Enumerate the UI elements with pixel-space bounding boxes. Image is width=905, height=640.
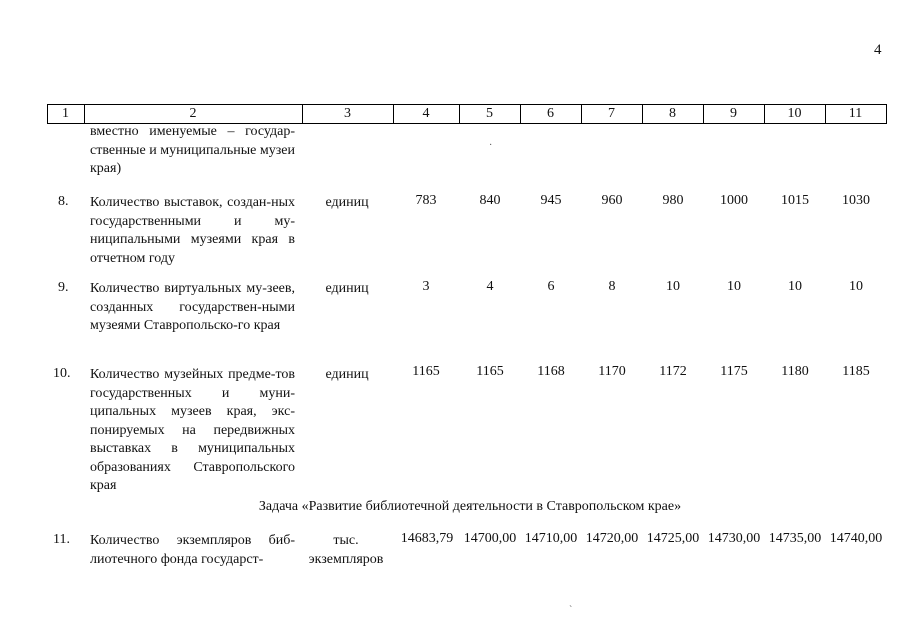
row-value: 14710,00 — [524, 531, 578, 546]
row-value: 1185 — [842, 364, 870, 379]
row-value: 14725,00 — [646, 531, 700, 546]
row-description: Количество виртуальных му-зеев, созданных государствен-ными музеями Ставропольско-го края — [90, 281, 295, 333]
row-value: 1180 — [781, 364, 809, 379]
row-number: 10. — [53, 366, 71, 381]
row-value: 840 — [479, 193, 501, 208]
page-number: 4 — [874, 42, 882, 58]
scan-speck: · — [489, 140, 493, 151]
row-value: 4 — [486, 279, 494, 294]
row-value: 1172 — [659, 364, 687, 379]
header-cell: 4 — [422, 106, 430, 121]
header-cell: 9 — [730, 106, 737, 121]
row-unit: единиц — [325, 367, 369, 382]
row-description-continuation: вместно именуемые – государ-ственные и муниципальные музеи края) — [90, 124, 295, 176]
header-cell: 3 — [344, 106, 351, 121]
row-value: 783 — [415, 193, 437, 208]
row-description: Количество музейных предме-тов государственных и муни-ципальных музеев края, экс-понируемых на передвижных выставках в муниципальных образованиях Ставропольского края — [90, 367, 295, 493]
row-number: 11. — [53, 532, 70, 547]
row-value: 14740,00 — [829, 531, 883, 546]
row-value: 10 — [788, 279, 802, 294]
row-value: 945 — [540, 193, 562, 208]
row-unit: единиц — [325, 281, 369, 296]
row-description: Количество экземпляров биб-лиотечного фонда государст- — [90, 533, 295, 567]
row-value: 10 — [849, 279, 863, 294]
row-description: Количество выставок, создан-ных государственными и му-ниципальными музеями края в отчетном году — [90, 195, 295, 266]
row-value: 1165 — [476, 364, 504, 379]
row-value: 1165 — [412, 364, 440, 379]
row-value: 14735,00 — [768, 531, 822, 546]
row-value: 3 — [422, 279, 430, 294]
row-value: 1168 — [537, 364, 565, 379]
row-value: 10 — [727, 279, 741, 294]
row-unit: тыс. экземпляров — [308, 533, 384, 567]
header-cell: 6 — [547, 106, 554, 121]
row-value: 14700,00 — [463, 531, 517, 546]
row-value: 6 — [547, 279, 555, 294]
row-value: 960 — [601, 193, 623, 208]
header-cell: 1 — [62, 106, 69, 121]
row-value: 1170 — [598, 364, 626, 379]
row-value: 14720,00 — [585, 531, 639, 546]
row-value: 1000 — [720, 193, 748, 208]
header-cell: 8 — [669, 106, 676, 121]
header-cell: 7 — [608, 106, 615, 121]
row-value: 8 — [608, 279, 616, 294]
row-value: 14683,79 — [400, 531, 454, 546]
row-value: 1030 — [842, 193, 870, 208]
row-value: 14730,00 — [707, 531, 761, 546]
header-cell: 5 — [486, 106, 493, 121]
header-cell: 11 — [848, 106, 863, 121]
row-value: 1175 — [720, 364, 748, 379]
row-unit: единиц — [325, 195, 369, 210]
scan-speck: ` — [569, 605, 573, 616]
row-value: 980 — [662, 193, 684, 208]
header-divider — [886, 104, 887, 124]
row-number: 8. — [58, 194, 69, 209]
header-cell: 2 — [189, 106, 197, 121]
task-title: Задача «Развитие библиотечной деятельности в Ставропольском крае» — [258, 499, 682, 514]
header-cell: 10 — [787, 106, 802, 121]
row-value: 10 — [666, 279, 680, 294]
row-value: 1015 — [781, 193, 809, 208]
row-number: 9. — [58, 280, 69, 295]
